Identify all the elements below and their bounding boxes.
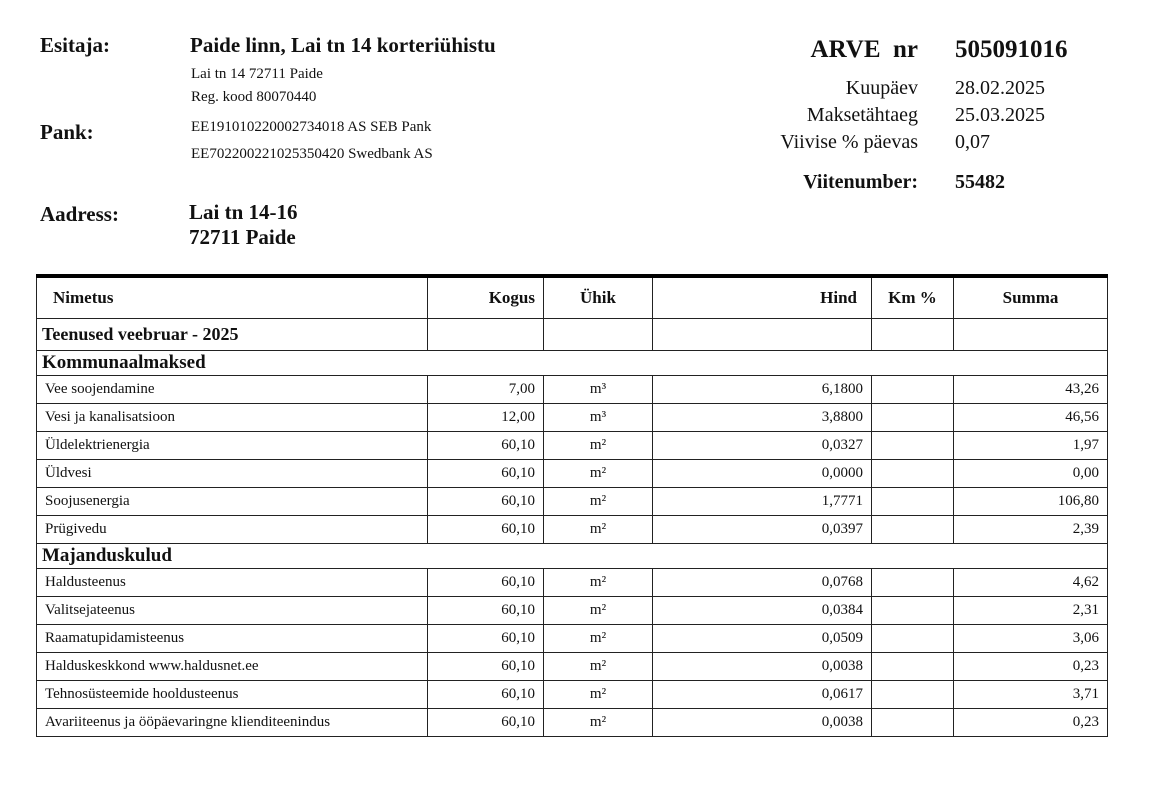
table-row: [37, 459, 1108, 487]
item-price: 0,0038: [653, 652, 872, 680]
table-row: [37, 515, 1108, 543]
item-unit: m²: [544, 596, 653, 624]
item-unit: m²: [544, 431, 653, 459]
item-vat: [872, 459, 954, 487]
penalty-label: Viivise % päevas: [780, 131, 918, 153]
item-unit: m²: [544, 680, 653, 708]
item-name: Prügivedu: [37, 515, 428, 543]
table-row: [37, 403, 1108, 431]
table-row: [37, 624, 1108, 652]
item-name: Üldvesi: [37, 459, 428, 487]
table-row: [37, 708, 1108, 736]
item-unit: m²: [544, 459, 653, 487]
invoice-title: ARVE nr: [810, 36, 918, 63]
item-name: Tehnosüsteemide hooldusteenus: [37, 680, 428, 708]
item-price: 3,8800: [653, 403, 872, 431]
item-quantity: 60,10: [428, 652, 544, 680]
table-row: [37, 568, 1108, 596]
item-sum: 3,71: [954, 680, 1108, 708]
col-header-sum: Summa: [954, 276, 1108, 318]
reference-label: Viitenumber:: [803, 171, 918, 193]
invoice-items-table: [36, 274, 1108, 737]
invoice-number: 505091016: [955, 36, 1068, 63]
item-unit: m³: [544, 375, 653, 403]
reference-number: 55482: [955, 171, 1005, 193]
address-label: Aadress:: [40, 202, 119, 226]
item-price: 1,7771: [653, 487, 872, 515]
item-name: Soojusenergia: [37, 487, 428, 515]
item-sum: 2,39: [954, 515, 1108, 543]
issuer-name: Paide linn, Lai tn 14 korteriühistu: [190, 33, 496, 57]
item-price: 0,0617: [653, 680, 872, 708]
item-unit: m²: [544, 487, 653, 515]
group-row: [37, 543, 1108, 568]
item-price: 0,0384: [653, 596, 872, 624]
item-sum: 0,23: [954, 708, 1108, 736]
item-name: Raamatupidamisteenus: [37, 624, 428, 652]
col-header-vat: Km %: [872, 276, 954, 318]
item-sum: 3,06: [954, 624, 1108, 652]
item-unit: m³: [544, 403, 653, 431]
item-name: Avariiteenus ja ööpäevaringne klienditeenindus: [37, 708, 428, 736]
item-name: Vesi ja kanalisatsioon: [37, 403, 428, 431]
item-price: 0,0509: [653, 624, 872, 652]
item-sum: 46,56: [954, 403, 1108, 431]
item-vat: [872, 568, 954, 596]
item-vat: [872, 375, 954, 403]
item-vat: [872, 487, 954, 515]
table-row: [37, 431, 1108, 459]
due-date: 25.03.2025: [955, 104, 1045, 126]
item-price: 0,0397: [653, 515, 872, 543]
section-title: Teenused veebruar - 2025: [37, 318, 428, 350]
item-price: 0,0768: [653, 568, 872, 596]
item-quantity: 7,00: [428, 375, 544, 403]
col-header-price: Hind: [653, 276, 872, 318]
item-unit: m²: [544, 708, 653, 736]
item-vat: [872, 708, 954, 736]
address-line-1: Lai tn 14-16: [189, 200, 298, 224]
item-vat: [872, 515, 954, 543]
item-sum: 2,31: [954, 596, 1108, 624]
table-row: [37, 680, 1108, 708]
item-quantity: 12,00: [428, 403, 544, 431]
item-name: Valitsejateenus: [37, 596, 428, 624]
group-title: Kommunaalmaksed: [37, 350, 1108, 375]
group-title: Majanduskulud: [37, 543, 1108, 568]
date-label: Kuupäev: [845, 77, 918, 99]
bank-account-1: EE191010220002734018 AS SEB Pank: [191, 119, 432, 135]
item-sum: 43,26: [954, 375, 1108, 403]
table-header-row: [37, 276, 1108, 318]
item-vat: [872, 624, 954, 652]
item-sum: 0,23: [954, 652, 1108, 680]
item-vat: [872, 680, 954, 708]
address-line-2: 72711 Paide: [189, 225, 296, 249]
item-name: Vee soojendamine: [37, 375, 428, 403]
penalty-rate: 0,07: [955, 131, 990, 153]
item-quantity: 60,10: [428, 624, 544, 652]
item-unit: m²: [544, 568, 653, 596]
item-price: 0,0327: [653, 431, 872, 459]
item-quantity: 60,10: [428, 515, 544, 543]
item-quantity: 60,10: [428, 459, 544, 487]
col-header-unit: Ühik: [544, 276, 653, 318]
table-row: [37, 487, 1108, 515]
item-quantity: 60,10: [428, 680, 544, 708]
section-row: [37, 318, 1108, 350]
item-vat: [872, 596, 954, 624]
item-vat: [872, 652, 954, 680]
item-price: 0,0038: [653, 708, 872, 736]
item-quantity: 60,10: [428, 431, 544, 459]
item-unit: m²: [544, 515, 653, 543]
item-sum: 1,97: [954, 431, 1108, 459]
item-name: Haldusteenus: [37, 568, 428, 596]
due-date-label: Maksetähtaeg: [806, 104, 918, 126]
item-sum: 4,62: [954, 568, 1108, 596]
group-row: [37, 350, 1108, 375]
item-vat: [872, 403, 954, 431]
item-quantity: 60,10: [428, 708, 544, 736]
item-name: Üldelektrienergia: [37, 431, 428, 459]
item-unit: m²: [544, 624, 653, 652]
col-header-name: Nimetus: [37, 276, 428, 318]
item-quantity: 60,10: [428, 596, 544, 624]
bank-account-2: EE702200221025350420 Swedbank AS: [191, 146, 433, 162]
item-unit: m²: [544, 652, 653, 680]
table-row: [37, 596, 1108, 624]
item-price: 0,0000: [653, 459, 872, 487]
item-sum: 0,00: [954, 459, 1108, 487]
table-row: [37, 375, 1108, 403]
item-price: 6,1800: [653, 375, 872, 403]
item-vat: [872, 431, 954, 459]
invoice-date: 28.02.2025: [955, 77, 1045, 99]
bank-label: Pank:: [40, 120, 94, 144]
item-name: Halduskeskkond www.haldusnet.ee: [37, 652, 428, 680]
issuer-reg-code: Reg. kood 80070440: [191, 89, 317, 105]
item-sum: 106,80: [954, 487, 1108, 515]
table-row: [37, 652, 1108, 680]
col-header-quantity: Kogus: [428, 276, 544, 318]
issuer-address: Lai tn 14 72711 Paide: [191, 66, 323, 82]
issuer-label: Esitaja:: [40, 33, 110, 57]
item-quantity: 60,10: [428, 487, 544, 515]
item-quantity: 60,10: [428, 568, 544, 596]
